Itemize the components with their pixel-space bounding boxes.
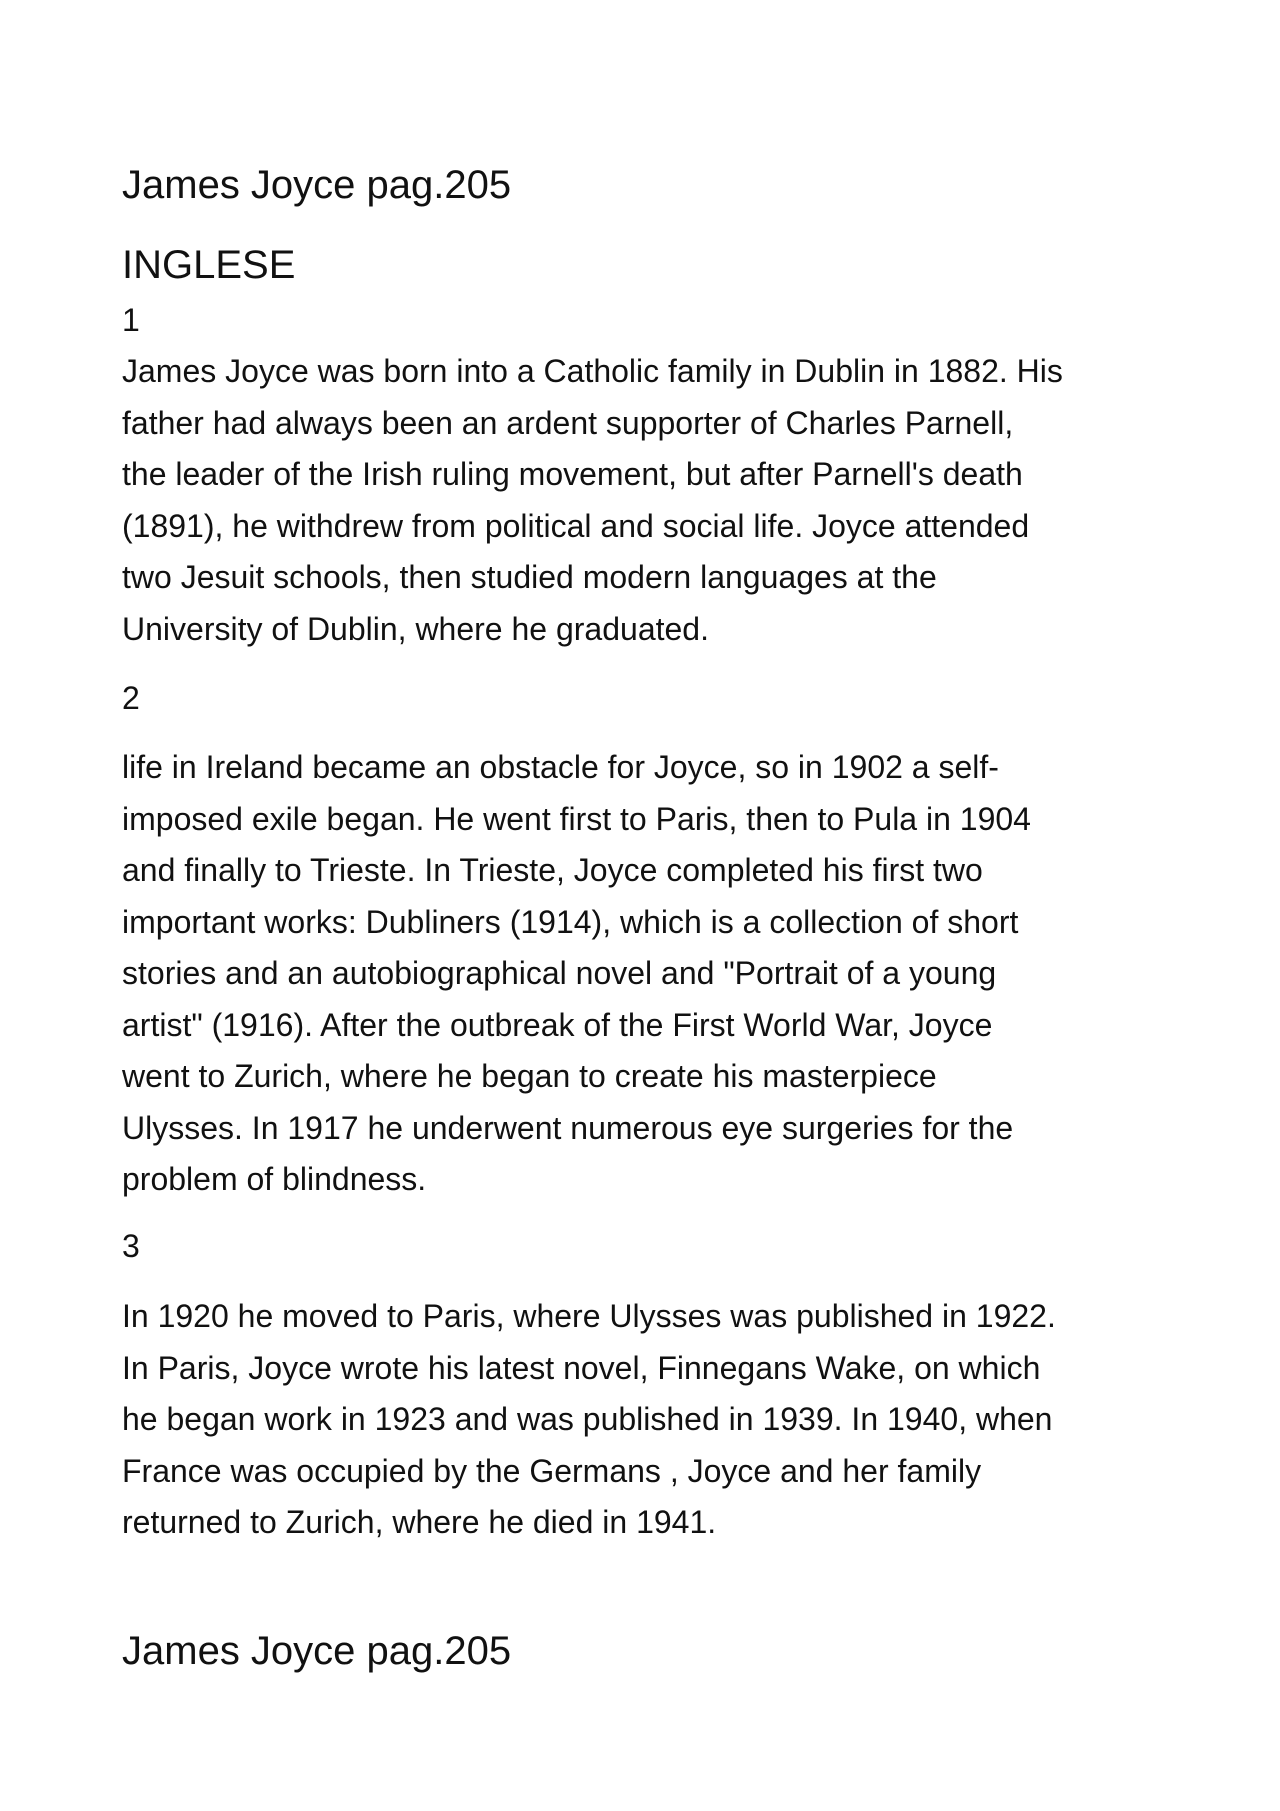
paragraph-line: James Joyce was born into a Catholic family in Dublin in 1882. His <box>122 353 1063 389</box>
paragraph-line: imposed exile began. He went first to Paris, then to Pula in 1904 <box>122 800 1031 837</box>
subject-heading: INGLESE <box>122 243 296 287</box>
paragraph-line: artist" (1916). After the outbreak of the First World War, Joyce <box>122 1006 993 1043</box>
paragraph-line: In 1920 he moved to Paris, where Ulysses was published in 1922. <box>122 1298 1056 1334</box>
paragraph-line: Ulysses. In 1917 he underwent numerous eye surgeries for the <box>122 1109 1014 1146</box>
section-paragraph-3 <box>122 1291 1162 1549</box>
section-paragraph-1 <box>122 346 1162 655</box>
paragraph-line: returned to Zurich, where he died in 1941. <box>122 1504 717 1540</box>
paragraph-line: important works: Dubliners (1914), which is a collection of short <box>122 903 1019 940</box>
paragraph-line: (1891), he withdrew from political and social life. Joyce attended <box>122 507 1030 544</box>
paragraph-line: University of Dublin, where he graduated. <box>122 610 709 647</box>
paragraph-line: problem of blindness. <box>122 1161 427 1197</box>
paragraph-line: life in Ireland became an obstacle for Joyce, so in 1902 a self- <box>122 749 999 785</box>
section-number-3: 3 <box>122 1228 140 1264</box>
paragraph-line: In Paris, Joyce wrote his latest novel, Finnegans Wake, on which <box>122 1349 1041 1386</box>
section-number-2: 2 <box>122 680 140 716</box>
document-title: James Joyce pag.205 <box>122 163 512 207</box>
repeated-document-title: James Joyce pag.205 <box>122 1629 512 1673</box>
paragraph-line: two Jesuit schools, then studied modern languages at the <box>122 559 937 595</box>
paragraph-line: and finally to Trieste. In Trieste, Joyce completed his first two <box>122 852 983 888</box>
paragraph-line: France was occupied by the Germans , Joyce and her family <box>122 1452 982 1489</box>
paragraph-line: went to Zurich, where he began to create his masterpiece <box>122 1058 937 1094</box>
paragraph-line: father had always been an ardent supporter of Charles Parnell, <box>122 404 1014 441</box>
section-number-1: 1 <box>122 302 140 338</box>
paragraph-line: the leader of the Irish ruling movement, but after Parnell's death <box>122 456 1023 492</box>
section-paragraph-2 <box>122 742 1162 1206</box>
paragraph-line: stories and an autobiographical novel and "Portrait of a young <box>122 955 997 991</box>
paragraph-line: he began work in 1923 and was published in 1939. In 1940, when <box>122 1401 1053 1437</box>
